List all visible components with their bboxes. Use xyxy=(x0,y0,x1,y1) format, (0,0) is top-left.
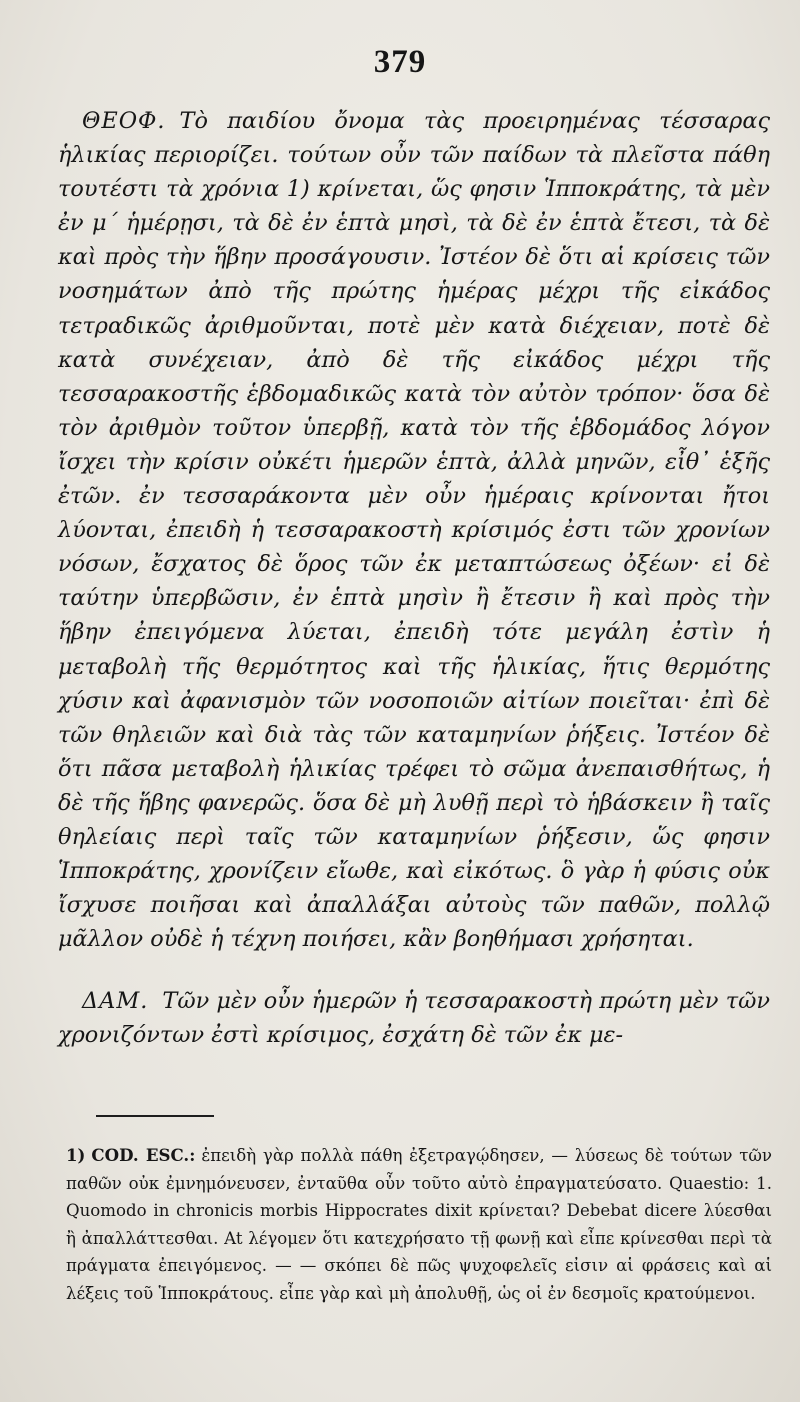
paragraph-text-dam: Τῶν μὲν οὖν ἡμερῶν ἡ τεσσαρακοστὴ πρώτη μὲν τῶν χρονιζόντων ἐστὶ κρίσιμος, ἐσχάτη δὲ τῶν ἐκ με- xyxy=(58,988,770,1049)
main-text xyxy=(58,104,770,1053)
footnote-divider xyxy=(96,1115,214,1117)
footnote-source: COD. ESC.: xyxy=(91,1145,196,1165)
footnote-text: ἐπειδὴ γὰρ πολλὰ πάθη ἐξετραγῴδησεν, — λύσεως δὲ τούτων τῶν παθῶν οὐκ ἐμνημόνευσεν, ἐνταῦθα οὖν τοῦτο αὐτὸ ἐπραγματεύσατο. Quaestio: 1. Quomodo in chronicis morbis Hippocrates dixit κρίνεται? Debebat dicere λύεσθαι ἢ ἀπαλλάττεσθαι. At λέγομεν ὅτι κατεχρήσατο τῇ φωνῇ καὶ εἶπε κρίνεσθαι περὶ τὰ πράγματα ἐπειγόμενος. — — σκόπει δὲ πῶς ψυχοφελεῖς εἰσιν αἱ φράσεις καὶ αἱ λέξεις τοῦ Ἱπποκράτους. εἶπε γὰρ καὶ μὴ ἀπολυθῇ, ὡς οἱ ἐν δεσμοῖς κρατούμενοι. xyxy=(66,1146,772,1303)
paragraph-text-theoph: Τὸ παιδίου ὄνομα τὰς προειρημένας τέσσαρας ἡλικίας περιορίζει. τούτων οὖν τῶν παίδων τὰ πλεῖστα πάθη τουτέστι τὰ χρόνια 1) κρίνεται, ὥς φησιν Ἱπποκράτης, τὰ μὲν ἐν μ΄ ἡμέρῃσι, τὰ δὲ ἐν ἑπτὰ μησὶ, τὰ δὲ ἐν ἑπτὰ ἔτεσι, τὰ δὲ καὶ πρὸς τὴν ἥβην προσάγουσιν. Ἰστέον δὲ ὅτι αἱ κρίσεις τῶν νοσημάτων ἀπὸ τῆς πρώτης ἡμέρας μέχρι τῆς εἰκάδος τετραδικῶς ἀριθμοῦνται, ποτὲ μὲν κατὰ διέχειαν, ποτὲ δὲ κατὰ συνέχειαν, ἀπὸ δὲ τῆς εἰκάδος μέχρι τῆς τεσσαρακοστῆς ἑβδομαδικῶς κατὰ τὸν αὐτὸν τρόπον· ὅσα δὲ τὸν ἀριθμὸν τοῦτον ὑπερβῇ, κατὰ τὸν τῆς ἑβδομάδος λόγον ἴσχει τὴν κρίσιν οὐκέτι ἡμερῶν ἑπτὰ, ἀλλὰ μηνῶν, εἶθ᾽ ἑξῆς ἐτῶν. ἐν τεσσαράκοντα μὲν οὖν ἡμέραις κρίνονται ἤτοι λύονται, ἐπειδὴ ἡ τεσσαρακοστὴ κρίσιμός ἐστι τῶν χρονίων νόσων, ἔσχατος δὲ ὅρος τῶν ἐκ μεταπτώσεως ὀξέων· εἰ δὲ ταύτην ὑπερβῶσιν, ἐν ἑπτὰ μησὶν ἢ ἔτεσιν ἢ καὶ πρὸς τὴν ἥβην ἐπειγόμενα λύεται, ἐπειδὴ τότε μεγάλη ἐστὶν ἡ μεταβολὴ τῆς θερμότητος καὶ τῆς ἡλικίας, ἥτις θερμότης χύσιν καὶ ἀφανισμὸν τῶν νοσοποιῶν αἰτίων ποιεῖται· ἐπὶ δὲ τῶν θηλειῶν καὶ διὰ τὰς τῶν καταμηνίων ῥήξεις. Ἰστέον δὲ ὅτι πᾶσα μεταβολὴ ἡλικίας τρέφει τὸ σῶμα ἀνεπαισθήτως, ἡ δὲ τῆς ἥβης φανερῶς. ὅσα δὲ μὴ λυθῇ περὶ τὸ ἡβάσκειν ἢ ταῖς θηλείαις περὶ ταῖς τῶν καταμηνίων ῥήξεσιν, ὥς φησιν Ἱπποκράτης, χρονίζειν εἴωθε, καὶ εἰκότως. ὃ γὰρ ἡ φύσις οὐκ ἴσχυσε ποιῆσαι καὶ ἀπαλλάξαι αὐτοὺς τῶν παθῶν, πολλῷ μᾶλλον οὐδὲ ἡ τέχνη ποιήσει, κἂν βοηθήμασι χρήσηται. xyxy=(58,108,770,953)
footnote xyxy=(66,1142,772,1307)
paragraph-dam xyxy=(58,984,770,1052)
footnote-marker: 1) xyxy=(66,1145,86,1165)
paragraph-theoph xyxy=(58,104,770,956)
speaker-label-dam: ΔΑΜ. xyxy=(82,988,149,1015)
page-number: 379 xyxy=(373,44,427,80)
speaker-label-theoph: ΘΕΟΦ. xyxy=(82,108,166,134)
